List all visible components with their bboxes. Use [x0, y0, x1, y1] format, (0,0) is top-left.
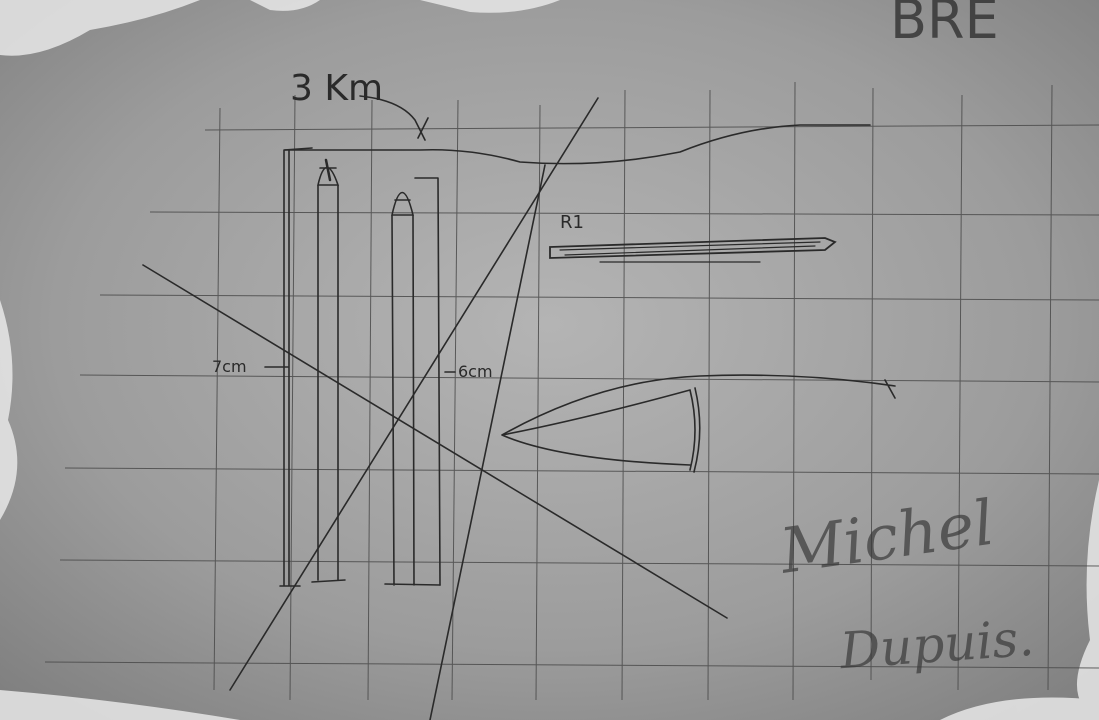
rod-label: R1 [560, 212, 584, 233]
right-height-label: 6cm [458, 362, 493, 381]
distance-label: 3 Km [290, 68, 384, 109]
left-height-label: 7cm [212, 357, 247, 376]
corner-text: BRE [890, 0, 999, 51]
signature-last-name: Dupuis. [838, 608, 1036, 681]
signature-first-name: Michel [775, 485, 999, 588]
